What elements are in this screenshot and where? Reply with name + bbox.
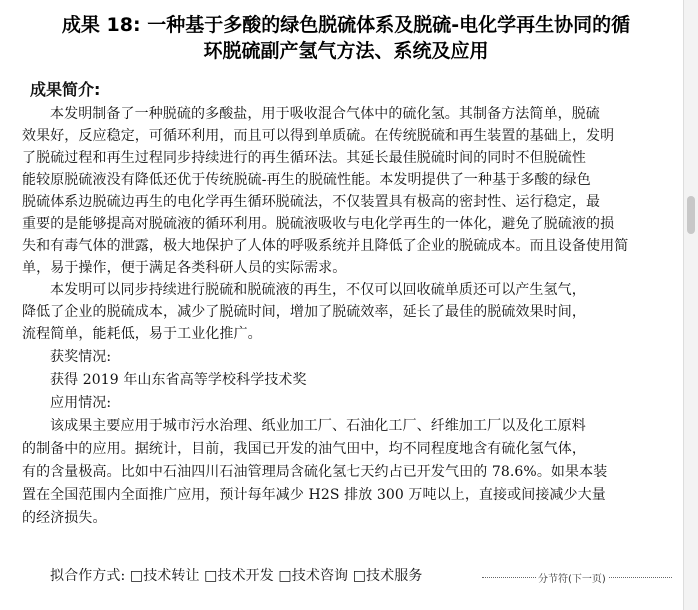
cooperation-methods: 拟合作方式: □技术转让 □技术开发 □技术咨询 □技术服务: [50, 568, 423, 584]
paragraph-line: 单，易于操作，便于满足各类科研人员的实际需求。: [22, 260, 347, 276]
application-label: 应用情况:: [50, 395, 112, 411]
paragraph-line: 本发明制备了一种脱硫的多酸盐，用于吸收混合气体中的硫化氢。其制备方法简单，脱硫: [50, 106, 600, 122]
section-heading-summary: 成果简介:: [30, 80, 101, 99]
vertical-scrollbar[interactable]: [683, 0, 698, 610]
document-title-line-1: 成果 18: 一种基于多酸的绿色脱硫体系及脱硫-电化学再生协同的循: [61, 14, 631, 36]
paragraph-line: 了脱硫过程和再生过程同步持续进行的再生循环法。其延长最佳脱硫时间的同时不但脱硫性: [22, 150, 586, 166]
paragraph-line: 脱硫体系边脱硫边再生的电化学再生循环脱硫法，不仅装置具有极高的密封性、运行稳定，最: [22, 194, 601, 210]
paragraph-line: 降低了企业的脱硫成本，减少了脱硫时间，增加了脱硫效率，延长了最佳的脱硫效果时间，: [22, 304, 586, 320]
paragraph-line: 有的含量极高。比如中石油四川石油管理局含硫化氢七天约占已开发气田的 78.6%。如果本装: [22, 464, 608, 480]
section-break-label: 分节符(下一页): [536, 570, 608, 585]
paragraph-line: 效果好，反应稳定，可循环利用，而且可以得到单质硫。在传统脱硫和再生装置的基础上，发明: [22, 128, 615, 144]
paragraph-line: 重要的是能够提高对脱硫液的循环利用。脱硫液吸收与电化学再生的一体化，避免了脱硫液的损: [22, 216, 615, 232]
paragraph-line: 的经济损失。: [22, 510, 107, 526]
paragraph-line: 失和有毒气体的泄露，极大地保护了人体的呼吸系统并且降低了企业的脱硫成本。而且设备使用简: [22, 238, 629, 254]
awards-value: 获得 2019 年山东省高等学校科学技术奖: [50, 372, 307, 388]
paragraph-line: 该成果主要应用于城市污水治理、纸业加工厂、石油化工厂、纤维加工厂以及化工原料: [50, 418, 586, 434]
scrollbar-thumb[interactable]: [687, 196, 695, 234]
paragraph-line: 能较原脱硫液没有降低还优于传统脱硫-再生的脱硫性能。本发明提供了一种基于多酸的绿色: [22, 172, 591, 188]
paragraph-line: 的制备中的应用。据统计，目前，我国已开发的油气田中，均不同程度地含有硫化氢气体，: [22, 441, 586, 457]
paragraph-line: 置在全国范围内全面推广应用，预计每年减少 H2S 排放 300 万吨以上，直接或间接减少大量: [22, 487, 606, 503]
paragraph-line: 本发明可以同步持续进行脱硫和脱硫液的再生，不仅可以回收硫单质还可以产生氢气，: [50, 282, 586, 298]
paragraph-line: 流程简单，能耗低，易于工业化推广。: [22, 326, 262, 342]
document-title-line-2: 环脱硫副产氢气方法、系统及应用: [203, 40, 489, 62]
awards-label: 获奖情况:: [50, 349, 112, 365]
